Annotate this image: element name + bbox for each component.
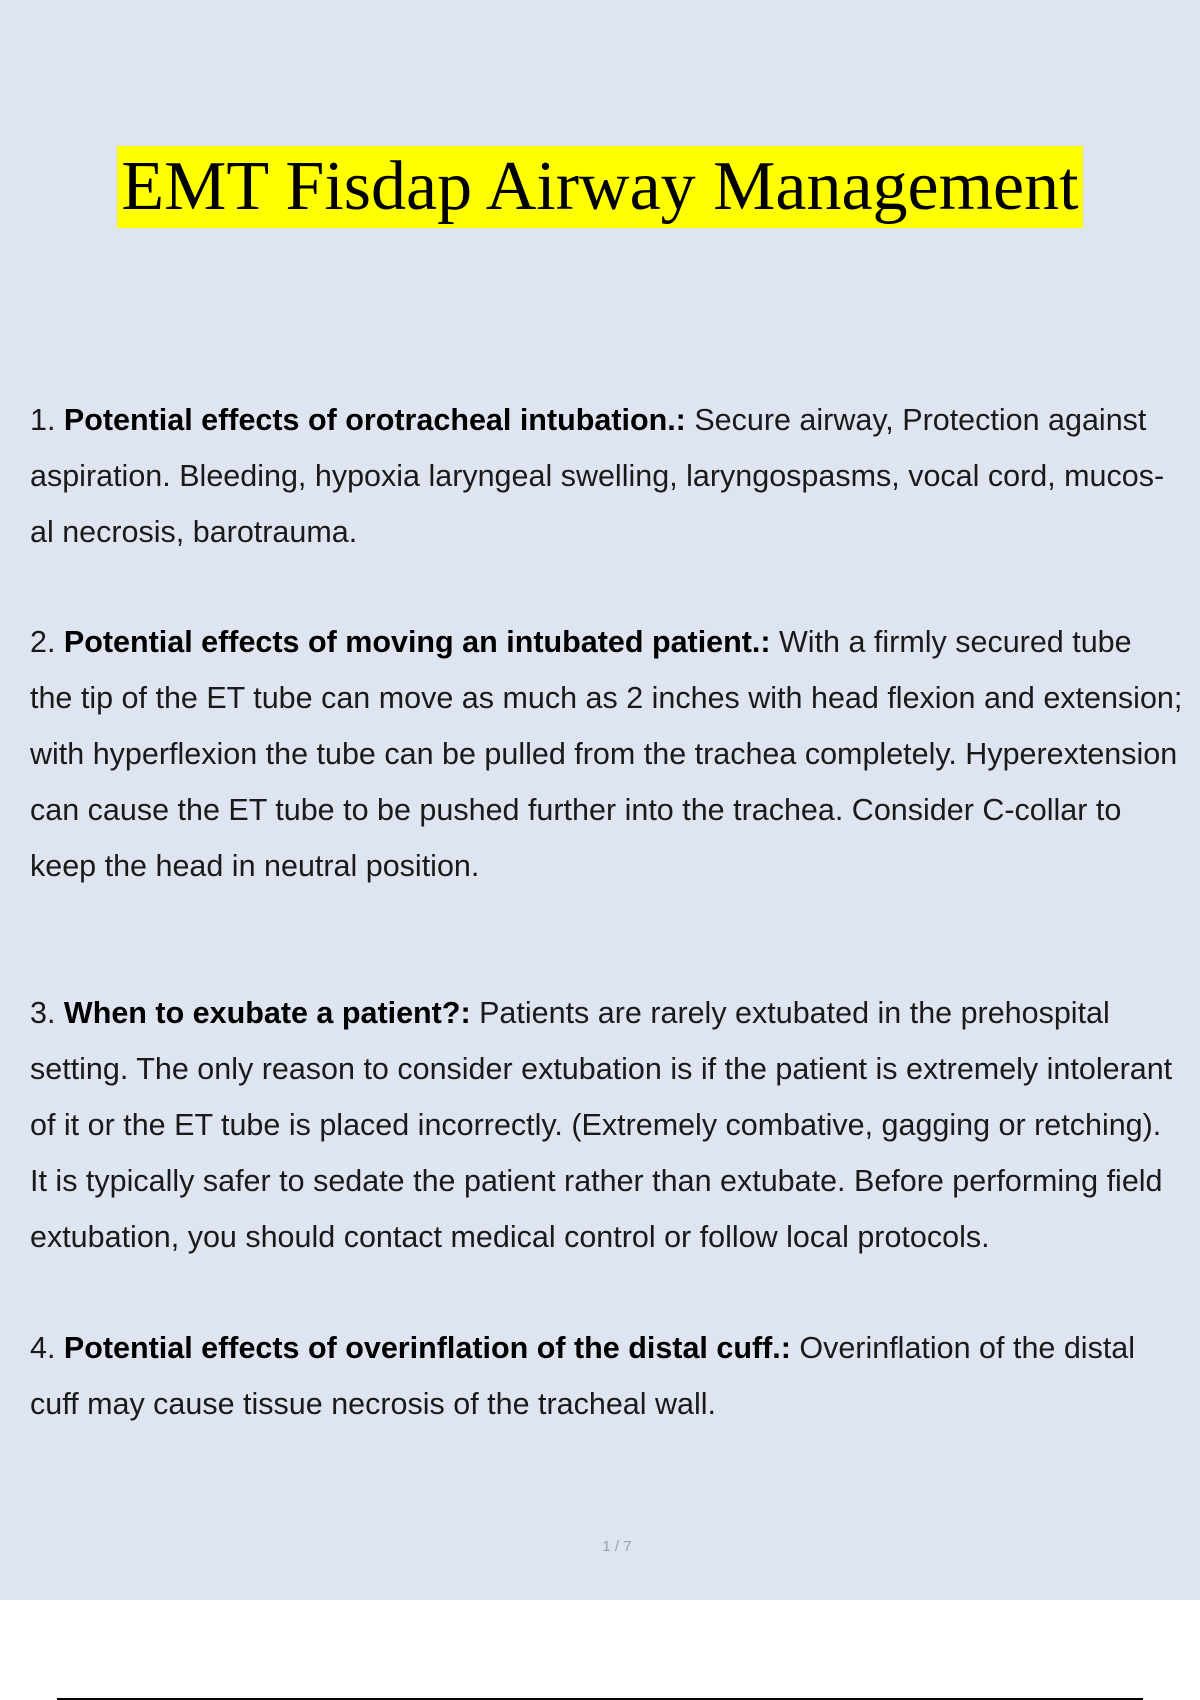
item-answer-line: Secure airway, Protection against xyxy=(685,403,1147,437)
item-number: 3. xyxy=(30,996,56,1030)
item-question: Potential effects of moving an intubated patient.: xyxy=(63,625,771,659)
qa-line xyxy=(30,985,1200,1041)
item-answer-line: extubation, you should contact medical control or follow local protocols. xyxy=(30,1220,990,1254)
item-answer-line: with hyperflexion the tube can be pulled from the trachea completely. Hyperextension xyxy=(30,737,1178,771)
item-answer-line: cuff may cause tissue necrosis of the tracheal wall. xyxy=(30,1387,717,1421)
item-answer-line: al necrosis, barotrauma. xyxy=(30,515,358,549)
item-number: 4. xyxy=(30,1331,56,1365)
item-answer-line: can cause the ET tube to be pushed further into the trachea. Consider C-collar to xyxy=(30,793,1122,827)
item-answer-line: the tip of the ET tube can move as much as 2 inches with head flexion and extension; xyxy=(30,681,1183,715)
qa-item-3 xyxy=(30,985,1200,1265)
document-title: EMT Fisdap Airway Management xyxy=(117,146,1082,228)
item-question: Potential effects of orotracheal intubation.: xyxy=(63,403,686,437)
item-question: When to exubate a patient?: xyxy=(63,996,471,1030)
item-answer-line: keep the head in neutral position. xyxy=(30,849,480,883)
item-answer-line: It is typically safer to sedate the patient rather than extubate. Before performing field xyxy=(30,1164,1163,1198)
qa-item-1 xyxy=(30,392,1200,560)
item-answer-line: aspiration. Bleeding, hypoxia laryngeal swelling, laryngospasms, vocal cord, mucos- xyxy=(30,459,1165,493)
item-question: Potential effects of overinflation of the distal cuff.: xyxy=(63,1331,791,1365)
item-number: 1. xyxy=(30,403,56,437)
qa-line xyxy=(30,1320,1200,1376)
page-indicator: 1 / 7 xyxy=(602,1538,632,1555)
item-number: 2. xyxy=(30,625,56,659)
item-answer-line: Overinflation of the distal xyxy=(790,1331,1136,1365)
qa-line xyxy=(30,614,1200,670)
item-answer-line: setting. The only reason to consider extubation is if the patient is extremely intolerant xyxy=(30,1052,1173,1086)
qa-item-4 xyxy=(30,1320,1200,1432)
item-answer-line: Patients are rarely extubated in the prehospital xyxy=(470,996,1110,1030)
title-wrapper xyxy=(0,146,1200,228)
qa-item-2 xyxy=(30,614,1200,894)
item-answer-line: of it or the ET tube is placed incorrectly. (Extremely combative, gagging or retching). xyxy=(30,1108,1162,1142)
qa-line xyxy=(30,392,1200,448)
item-answer-line: With a firmly secured tube xyxy=(770,625,1132,659)
